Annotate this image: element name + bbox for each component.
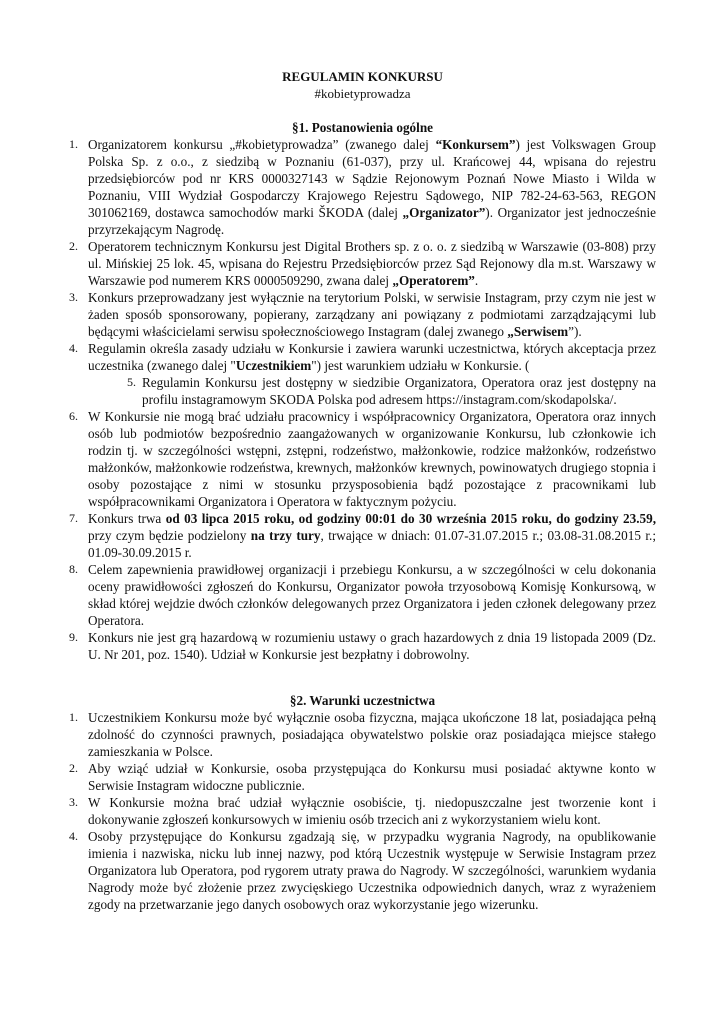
list-item bbox=[69, 408, 656, 510]
item-text: przy czym będzie podzielony bbox=[88, 528, 251, 543]
bold-text: „Operatorem” bbox=[392, 273, 475, 288]
list-item bbox=[69, 510, 657, 561]
list-item bbox=[69, 794, 656, 828]
item-text: ). Organizator jest jednocześnie przyrzekającym Nagrodę. bbox=[88, 205, 657, 237]
list-item bbox=[69, 760, 656, 794]
item-number: 3. bbox=[69, 290, 78, 304]
bold-text: „Organizator” bbox=[402, 205, 486, 220]
item-number: 4. bbox=[69, 341, 78, 355]
item-number: 7. bbox=[69, 511, 78, 525]
item-text: W Konkursie można brać udział wyłącznie osobiście, tj. niedopuszczalne jest tworzenie kont i dokonywanie zgłoszeń konkursowych w imieniu osób trzecich ani z wykorzystaniem wielu kont. bbox=[88, 795, 656, 827]
list-item bbox=[69, 136, 657, 238]
item-text: Operatorem technicznym Konkursu jest Digital Brothers sp. z o. o. z siedzibą w Warszawie (03-808) przy ul. Mińskiej 25 lok. 45, wpisana do Rejestru Przedsiębiorców przez Sąd Rejonowy dla m.st. Warszawy w Warszawie pod numerem KRS 0000509290, zwana dalej bbox=[88, 239, 656, 288]
section-1-list bbox=[69, 136, 657, 663]
item-text: ") jest warunkiem udziału w Konkursie. ( bbox=[311, 358, 530, 373]
item-text: Osoby przystępujące do Konkursu zgadzają się, w przypadku wygrania Nagrody, na opublikowanie imienia i nazwiska, nicku lub innej nazwy, pod którą Uczestnik występuje w Serwisie Instagram przez Organizatora lub Operatora, pod rygorem utraty prawa do Nagrody. W szczególności, warunkiem wydania Nagrody może być złożenie przez zwycięskiego Uczestnika odpowiednich danych, wraz z wyrażeniem zgody na przetwarzanie jego danych osobowych oraz wykorzystanie jego wizerunku. bbox=[88, 829, 656, 912]
section-heading: §2. Warunki uczestnictwa bbox=[289, 693, 436, 708]
bold-text: od 03 lipca 2015 roku, od godziny 00:01 do 30 września 2015 roku, do godziny 23.59, bbox=[165, 511, 656, 526]
bold-text: “Konkursem” bbox=[435, 137, 516, 152]
list-item bbox=[69, 238, 656, 289]
list-item bbox=[69, 561, 656, 629]
item-number: 8. bbox=[69, 562, 78, 576]
item-number: 5. bbox=[127, 375, 136, 389]
item-text: Uczestnikiem Konkursu może być wyłącznie osoba fizyczna, mająca ukończone 18 lat, posiadająca pełną zdolność do czynności prawnych, posiadająca obywatelstwo polskie oraz posiadająca miejsce stałego zamieszkania w Polsce. bbox=[88, 710, 656, 759]
item-text: ”). bbox=[568, 324, 582, 339]
item-number: 1. bbox=[69, 710, 78, 724]
item-text: Regulamin Konkursu jest dostępny w siedzibie Organizatora, Operatora oraz jest dostępny na profilu instagramowym SKODA Polska pod adresem https://instagram.com/skodapolska/. bbox=[142, 375, 656, 407]
item-text: Celem zapewnienia prawidłowej organizacji i przebiegu Konkursu, a w szczególności w celu dokonania oceny prawidłowości zgłoszeń do Konkursu, Organizator powoła trzyosobową Komisję Konkursową, w skład której wejdzie dwóch członków delegowanych przez Organizatora i jeden członek delegowany przez Operatora. bbox=[88, 562, 656, 628]
list-item bbox=[69, 289, 656, 340]
item-number: 2. bbox=[69, 761, 78, 775]
item-text: Aby wziąć udział w Konkursie, osoba przystępująca do Konkursu musi posiadać aktywne konto w Serwisie Instagram widoczne publicznie. bbox=[88, 761, 656, 793]
item-number: 2. bbox=[69, 239, 78, 253]
bold-text: „Serwisem bbox=[507, 324, 569, 339]
item-text: Konkurs trwa bbox=[88, 511, 166, 526]
title-block bbox=[0, 68, 725, 102]
document-subtitle: #kobietyprowadza bbox=[314, 86, 411, 101]
list-item bbox=[127, 374, 656, 408]
item-number: 9. bbox=[69, 630, 78, 644]
item-number: 4. bbox=[69, 829, 78, 843]
document-title: REGULAMIN KONKURSU bbox=[282, 69, 443, 84]
item-number: 6. bbox=[69, 409, 78, 423]
item-text: Konkurs nie jest grą hazardową w rozumieniu ustawy o grach hazardowych z dnia 19 listopada 2009 (Dz. U. Nr 201, poz. 1540). Udział w Konkursie jest bezpłatny i dobrowolny. bbox=[88, 630, 656, 662]
section-2-list bbox=[69, 709, 656, 913]
list-item bbox=[69, 709, 656, 760]
item-text: Konkurs przeprowadzany jest wyłącznie na terytorium Polski, w serwisie Instagram, przy czym nie jest w żaden sposób sponsorowany, popierany, zarządzany ani powiązany z podmiotami zarządzającymi lub będącymi właścicielami serwisu społecznościowego Instagram (dalej zwanego bbox=[88, 290, 656, 339]
list-item bbox=[69, 828, 656, 913]
item-text: ) jest Volkswagen Group Polska Sp. z o.o., z siedzibą w Poznaniu (61-037), przy ul. Krańcowej 44, wpisana do rejestru przedsiębiorców pod nr KRS 0000327143 w Sądzie Rejonowym Poznań Nowe Miasto i Wilda w Poznaniu, VIII Wydział Gospodarczy Krajowego Rejestru Sądowego, NIP 782-24-63-563, REGON 301062169, dostawca samochodów marki ŠKODA (dalej bbox=[88, 137, 656, 220]
item-number: 3. bbox=[69, 795, 78, 809]
bold-text: Uczestnikiem bbox=[235, 358, 312, 373]
item-text: Regulamin określa zasady udziału w Konkursie i zawiera warunki uczestnictwa, których akceptacja przez uczestnika (zwanego dalej " bbox=[88, 341, 656, 373]
list-item bbox=[69, 629, 656, 663]
bold-text: na trzy tury bbox=[250, 528, 321, 543]
item-text: W Konkursie nie mogą brać udziału pracownicy i współpracownicy Organizatora, Operatora oraz innych osób lub podmiotów bezpośrednio zaangażowanych w organizowanie Konkursu, lub członkowie ich rodzin tj. w szczególności wstępni, zstępni, rodzeństwo, małżonkowie, rodzice małżonków, rodzeństwo małżonków, małżonkowie rodzeństwa, krewnych, małżonków krewnych, powinowatych drugiego stopnia i osoby pozostające z nimi w stosunku przysposobienia bądź pozostające z pracownikami lub współpracownikami Organizatora i Operatora w faktycznym pożyciu. bbox=[88, 409, 656, 509]
item-number: 1. bbox=[69, 137, 78, 151]
section-heading: §1. Postanowienia ogólne bbox=[291, 120, 434, 135]
item-text: , trwające w dniach: 01.07-31.07.2015 r.; 03.08-31.08.2015 r.; 01.09-30.09.2015 r. bbox=[88, 528, 657, 560]
item-text: . bbox=[474, 273, 479, 288]
item-text: Organizatorem konkursu „#kobietyprowadza” (zwanego dalej bbox=[88, 137, 436, 152]
list-item bbox=[69, 340, 656, 374]
